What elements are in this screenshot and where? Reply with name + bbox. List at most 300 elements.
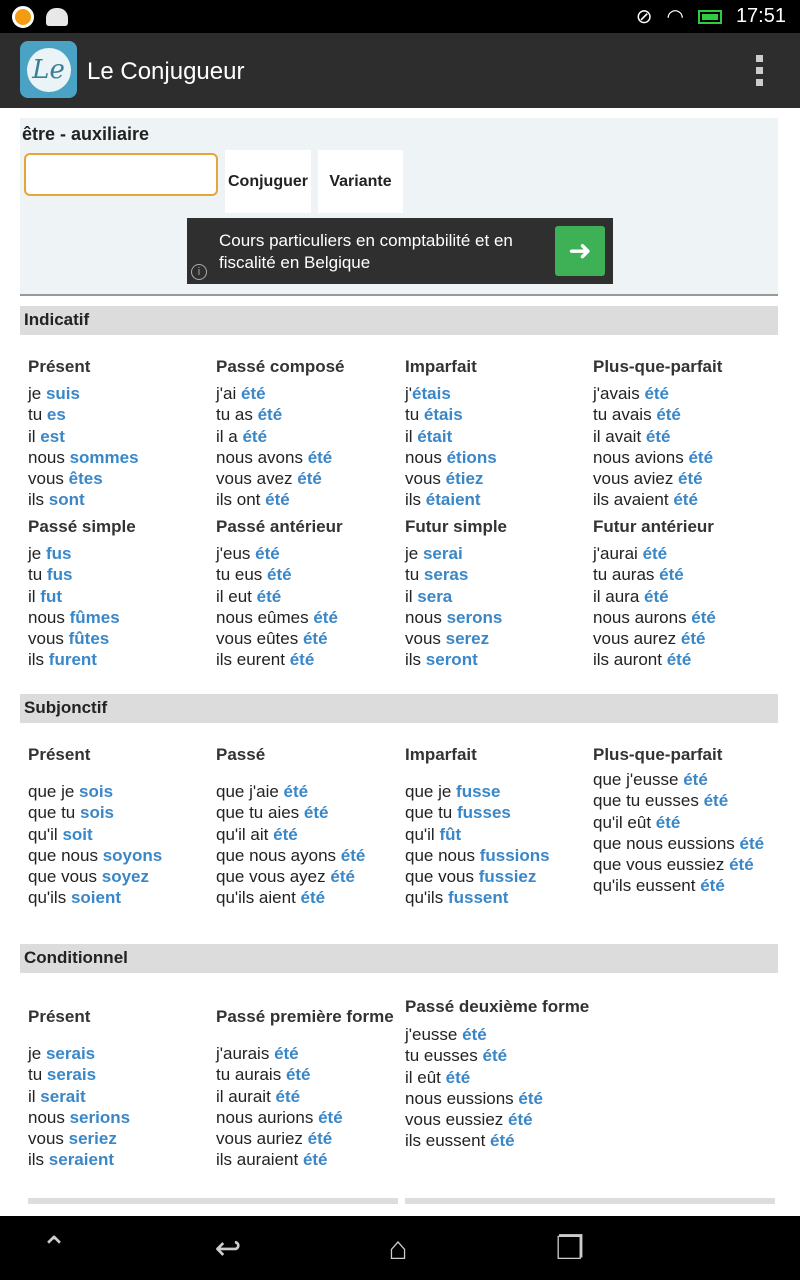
pronoun: nous aurions [216,1107,319,1127]
conjugation-line [405,845,591,866]
conjugation-line [28,383,214,404]
pronoun: nous [405,607,447,627]
verb-form: serons [446,607,503,627]
conjugation-line [216,1043,402,1064]
pronoun: vous avez [216,469,298,489]
pronoun: qu'ils eussent [593,876,701,896]
pronoun: tu eus [216,565,268,585]
action-bar [0,33,800,108]
conjugation-line [216,628,402,649]
pronoun: qu'ils [405,888,448,908]
verb-form: été [297,469,322,489]
conjugation-line [405,383,591,404]
conjugation-line [216,543,402,564]
tense-title: Passé simple [28,517,136,536]
conjugation-line [593,812,773,833]
verb-input[interactable] [24,153,218,196]
conjugation-line [593,564,773,585]
pronoun: nous [405,447,447,467]
verb-form: été [739,833,765,853]
verb-form: été [330,867,355,887]
conjugation-line [405,802,591,823]
pronoun: il a [216,426,243,446]
pronoun: ils eussent [405,1131,491,1151]
pronoun: tu eusses [405,1046,483,1066]
conjugation-line [405,824,591,845]
tense-block [28,516,214,671]
tense-block [405,996,591,1152]
mood-header: Indicatif [20,306,778,335]
pronoun: j' [405,384,413,403]
verb-form: fut [40,586,62,606]
tense-title: Plus-que-parfait [593,357,723,376]
tense-block [216,1006,402,1171]
pronoun: tu aurais [216,1065,286,1085]
pronoun: ils [28,1150,49,1170]
verb-form: fusse [456,782,501,801]
recent-apps-icon[interactable]: ❐ [555,1230,585,1266]
pronoun: ils eurent [216,650,290,670]
verb-form: été [307,1129,333,1149]
pronoun: vous eûtes [216,629,303,649]
app-logo-letters: Le [27,48,71,92]
verb-form: été [508,1110,533,1130]
pronoun: que vous eussiez [593,855,730,875]
verb-form: été [255,544,280,563]
conjugation-line [405,866,591,887]
conjugation-line [28,607,214,628]
verb-form: été [729,855,754,875]
pronoun: nous [28,1107,70,1127]
pronoun: vous [405,469,446,489]
pronoun: nous avions [593,447,689,467]
overflow-menu-icon[interactable] [756,55,764,86]
status-bar [0,0,800,33]
conjuguer-button[interactable]: Conjuguer [225,150,311,213]
verb-form: été [242,426,268,446]
tense-block [405,516,591,671]
conjugation-line [405,1130,591,1151]
pronoun: que nous [28,845,103,865]
verb-form: été [703,791,729,811]
mood-header: Conditionnel [20,944,778,973]
verb-form: fûtes [68,629,110,649]
pronoun: que nous ayons [216,845,341,865]
verb-form: étiez [445,469,484,489]
conjugation-line [405,447,591,468]
conjugation-line [405,489,591,510]
tense-block [216,516,402,671]
conjugation-line [216,404,402,425]
verb-form: fût [439,824,462,844]
conjugation-line [593,769,773,790]
verb-form: été [289,650,315,670]
tense-title: Futur antérieur [593,517,714,536]
search-panel [20,118,778,296]
verb-form: été [666,650,692,670]
divider [28,1198,398,1204]
pronoun: que j'eusse [593,770,684,789]
conjugation-line [405,649,591,670]
verb-form: été [462,1025,487,1044]
verb-form: seriez [68,1129,117,1149]
verb-form: sera [417,586,453,606]
pronoun: j'avais [593,384,645,403]
arrow-right-icon[interactable]: ➜ [555,226,605,276]
conjugation-line [593,586,773,607]
verb-form: serais [45,1044,96,1063]
pronoun: qu'il [28,824,63,844]
conjugation-line [216,824,402,845]
pronoun: il eut [216,586,257,606]
pronoun: je [28,544,46,563]
clock: 17:51 [735,5,786,27]
verb-form: été [267,565,292,585]
conjugation-line [28,1107,214,1128]
pronoun: que je [28,782,80,801]
verb-form: serait [40,1086,86,1106]
conjugation-line [593,426,773,447]
pronoun: je [405,544,423,563]
conjugation-line [405,1045,591,1066]
verb-form: été [688,447,714,467]
pronoun: que tu [28,803,80,823]
pronoun: tu as [216,405,258,425]
pronoun: il eût [405,1067,446,1087]
app-logo[interactable] [20,41,77,98]
tense-title: Présent [28,745,91,764]
verb-form: serez [445,629,490,649]
pronoun: nous [28,447,70,467]
tense-block [593,516,773,671]
verb-form: sont [48,490,85,510]
pronoun: que tu aies [216,803,304,823]
conjugation-line [405,426,591,447]
verb-form: été [644,586,669,606]
verb-form: sois [79,782,114,801]
verb-form: été [673,490,698,510]
conjugation-line [405,607,591,628]
tense-block [593,744,773,897]
pronoun: tu [28,565,47,585]
tense-block [28,744,214,909]
verb-form: seras [423,565,469,585]
pronoun: il [28,426,41,446]
verb-heading: être - auxiliaire [22,124,150,144]
tense-title: Passé deuxième forme [405,997,590,1016]
android-icon [46,8,68,26]
verb-form: été [283,782,309,801]
conjugation-line [28,781,214,802]
pronoun: tu [28,405,47,425]
verb-form: étais [412,384,451,403]
conjugation-line [216,586,402,607]
conjugation-line [216,1064,402,1085]
tense-block [28,356,214,511]
conjugation-line [405,1109,591,1130]
tense-title: Imparfait [405,357,477,376]
pronoun: que tu [405,803,457,823]
verb-form: été [302,629,328,649]
verb-form: est [40,426,65,446]
verb-form: été [642,544,668,563]
verb-form: été [240,384,266,403]
pronoun: que vous [28,867,102,887]
pronoun: que vous [405,867,479,887]
conjugation-line [216,649,402,670]
conjugation-line [216,866,402,887]
pronoun: ils avaient [593,490,674,510]
pronoun: nous eûmes [216,607,314,627]
ad-text: Cours particuliers en comptabilité et en fiscalité en Belgique [219,231,513,272]
tense-block [28,1006,214,1171]
conjugation-line [28,468,214,489]
wifi-icon: ◠ [666,6,684,28]
back-icon[interactable]: ↩ [214,1230,242,1266]
conjugation-line [405,404,591,425]
verb-form: été [275,1086,301,1106]
conjugation-line [216,1128,402,1149]
verb-form: étions [446,447,497,467]
conjugation-line [216,564,402,585]
verb-form: été [318,1107,343,1127]
conjugation-line [28,802,214,823]
pronoun: que tu eusses [593,791,704,811]
conjugation-line [28,1043,214,1064]
verb-form: fussions [479,845,550,865]
verb-form: sois [80,803,115,823]
verb-form: été [256,586,282,606]
conjugation-line [216,447,402,468]
verb-form: été [700,876,725,896]
verb-form: était [417,426,453,446]
conjugation-line [28,404,214,425]
tense-block [216,356,402,511]
pronoun: que je [405,782,457,801]
pronoun: ils ont [216,490,266,510]
pronoun: qu'il [405,824,440,844]
verb-form: été [313,607,338,627]
conjugation-line [593,833,773,854]
verb-form: soyez [101,867,149,887]
verb-form: serai [422,544,463,563]
tense-title: Imparfait [405,745,477,764]
verb-form: été [300,888,326,908]
verb-form: été [490,1131,515,1151]
verb-form: été [659,565,684,585]
conjugation-line [216,802,402,823]
pronoun: nous avons [216,447,308,467]
conjugation-line [28,1128,214,1149]
conjugation-line [216,1107,402,1128]
tense-title: Passé première forme [216,1007,394,1026]
verb-form: été [656,405,681,425]
home-icon[interactable]: ⌂ [388,1230,408,1266]
verb-form: été [645,426,671,446]
content [0,108,800,1216]
verb-form: été [445,1067,471,1087]
pronoun: il [28,586,41,606]
pronoun: qu'ils aient [216,888,301,908]
pronoun: vous aurez [593,629,681,649]
verb-form: fusses [457,803,511,823]
conjugation-line [405,468,591,489]
conjugation-line [28,887,214,908]
pronoun: tu [405,565,424,585]
pronoun: que nous eussions [593,833,740,853]
tense-title: Passé antérieur [216,517,343,536]
conjugation-line [593,404,773,425]
tense-title: Présent [28,1007,91,1026]
verb-form: été [678,469,703,489]
battery-icon [698,10,722,24]
pronoun: vous eussiez [405,1110,508,1130]
pronoun: ils [28,490,49,510]
tense-title: Passé composé [216,357,345,376]
verb-form: été [307,447,333,467]
verb-form: été [274,1044,299,1063]
conjugation-line [28,845,214,866]
pronoun: vous [405,629,446,649]
verb-form: été [273,824,298,844]
pronoun: tu [28,1065,47,1085]
pronoun: j'eus [216,544,256,563]
conjugation-line [28,866,214,887]
conjugation-line [405,887,591,908]
tense-title: Passé [216,745,266,764]
pronoun: vous [28,629,69,649]
verb-form: furent [48,650,97,670]
conjugation-line [216,887,402,908]
conjugation-line [216,489,402,510]
conjugation-line [593,649,773,670]
pronoun: qu'il ait [216,824,274,844]
pronoun: tu [405,405,424,425]
mood-header: Subjonctif [20,694,778,723]
conjugation-line [405,781,591,802]
verb-form: serions [69,1107,131,1127]
conjugation-line [405,564,591,585]
verb-form: fus [46,565,73,585]
verb-form: fussiez [478,867,537,887]
conjugation-line [593,790,773,811]
notification-icon [12,6,34,28]
conjugation-line [28,447,214,468]
conjugation-line [405,1088,591,1109]
verb-form: été [303,803,329,823]
hide-keyboard-icon[interactable]: ⌃ [40,1230,68,1266]
pronoun: ils auront [593,650,667,670]
verb-form: fus [45,544,72,563]
tense-title: Futur simple [405,517,508,536]
verb-form: soyons [102,845,163,865]
pronoun: je [28,384,46,403]
conjugation-line [28,628,214,649]
conjugation-line [405,1024,591,1045]
pronoun: ils [405,490,426,510]
conjugation-line [216,1149,402,1170]
app-title: Le Conjugueur [87,58,245,85]
conjugation-line [593,383,773,404]
conjugation-line [216,468,402,489]
conjugation-line [216,607,402,628]
pronoun: je [28,1044,46,1063]
verb-form: seront [425,650,478,670]
navigation-bar [0,1216,800,1280]
conjugation-line [28,586,214,607]
verb-form: fûmes [69,607,120,627]
verb-form: étais [423,405,463,425]
conjugation-line [593,468,773,489]
conjugation-line [216,845,402,866]
verb-form: été [257,405,283,425]
conjugation-line [405,628,591,649]
verb-form: suis [45,384,80,403]
conjugation-line [405,543,591,564]
pronoun: j'aurai [593,544,643,563]
pronoun: ils [405,650,426,670]
tense-block [405,744,591,909]
conjugation-line [593,607,773,628]
pronoun: il [405,586,418,606]
pronoun: il [28,1086,41,1106]
pronoun: tu avais [593,405,657,425]
tense-title: Plus-que-parfait [593,745,723,764]
conjugation-line [216,383,402,404]
verb-form: êtes [68,469,103,489]
verb-form: été [655,812,681,832]
pronoun: vous aviez [593,469,679,489]
verb-form: été [680,629,706,649]
verb-form: sommes [69,447,139,467]
verb-form: été [340,845,366,865]
verb-form: étaient [425,490,481,510]
verb-form: été [302,1150,328,1170]
pronoun: ils [28,650,49,670]
verb-form: été [683,770,708,789]
pronoun: j'eusse [405,1025,463,1044]
verb-form: fussent [447,888,509,908]
ad-banner[interactable] [187,218,613,284]
verb-form: soit [62,824,93,844]
conjugation-line [28,564,214,585]
pronoun: tu auras [593,565,660,585]
variante-button[interactable]: Variante [318,150,403,213]
pronoun: que j'aie [216,782,284,801]
pronoun: qu'ils [28,888,71,908]
pronoun: il aura [593,586,645,606]
conjugation-line [216,781,402,802]
verb-form: seraient [48,1150,114,1170]
conjugation-line [28,1149,214,1170]
pronoun: vous auriez [216,1129,308,1149]
pronoun: ils auraient [216,1150,303,1170]
conjugation-line [593,628,773,649]
conjugation-line [593,447,773,468]
tense-block [216,744,402,909]
info-icon[interactable]: i [191,264,207,280]
conjugation-line [593,543,773,564]
pronoun: vous [28,1129,69,1149]
pronoun: j'aurais [216,1044,275,1063]
conjugation-line [593,875,773,896]
conjugation-line [28,649,214,670]
divider [405,1198,775,1204]
conjugation-line [28,426,214,447]
pronoun: j'ai [216,384,241,403]
conjugation-line [216,1086,402,1107]
pronoun: nous aurons [593,607,692,627]
